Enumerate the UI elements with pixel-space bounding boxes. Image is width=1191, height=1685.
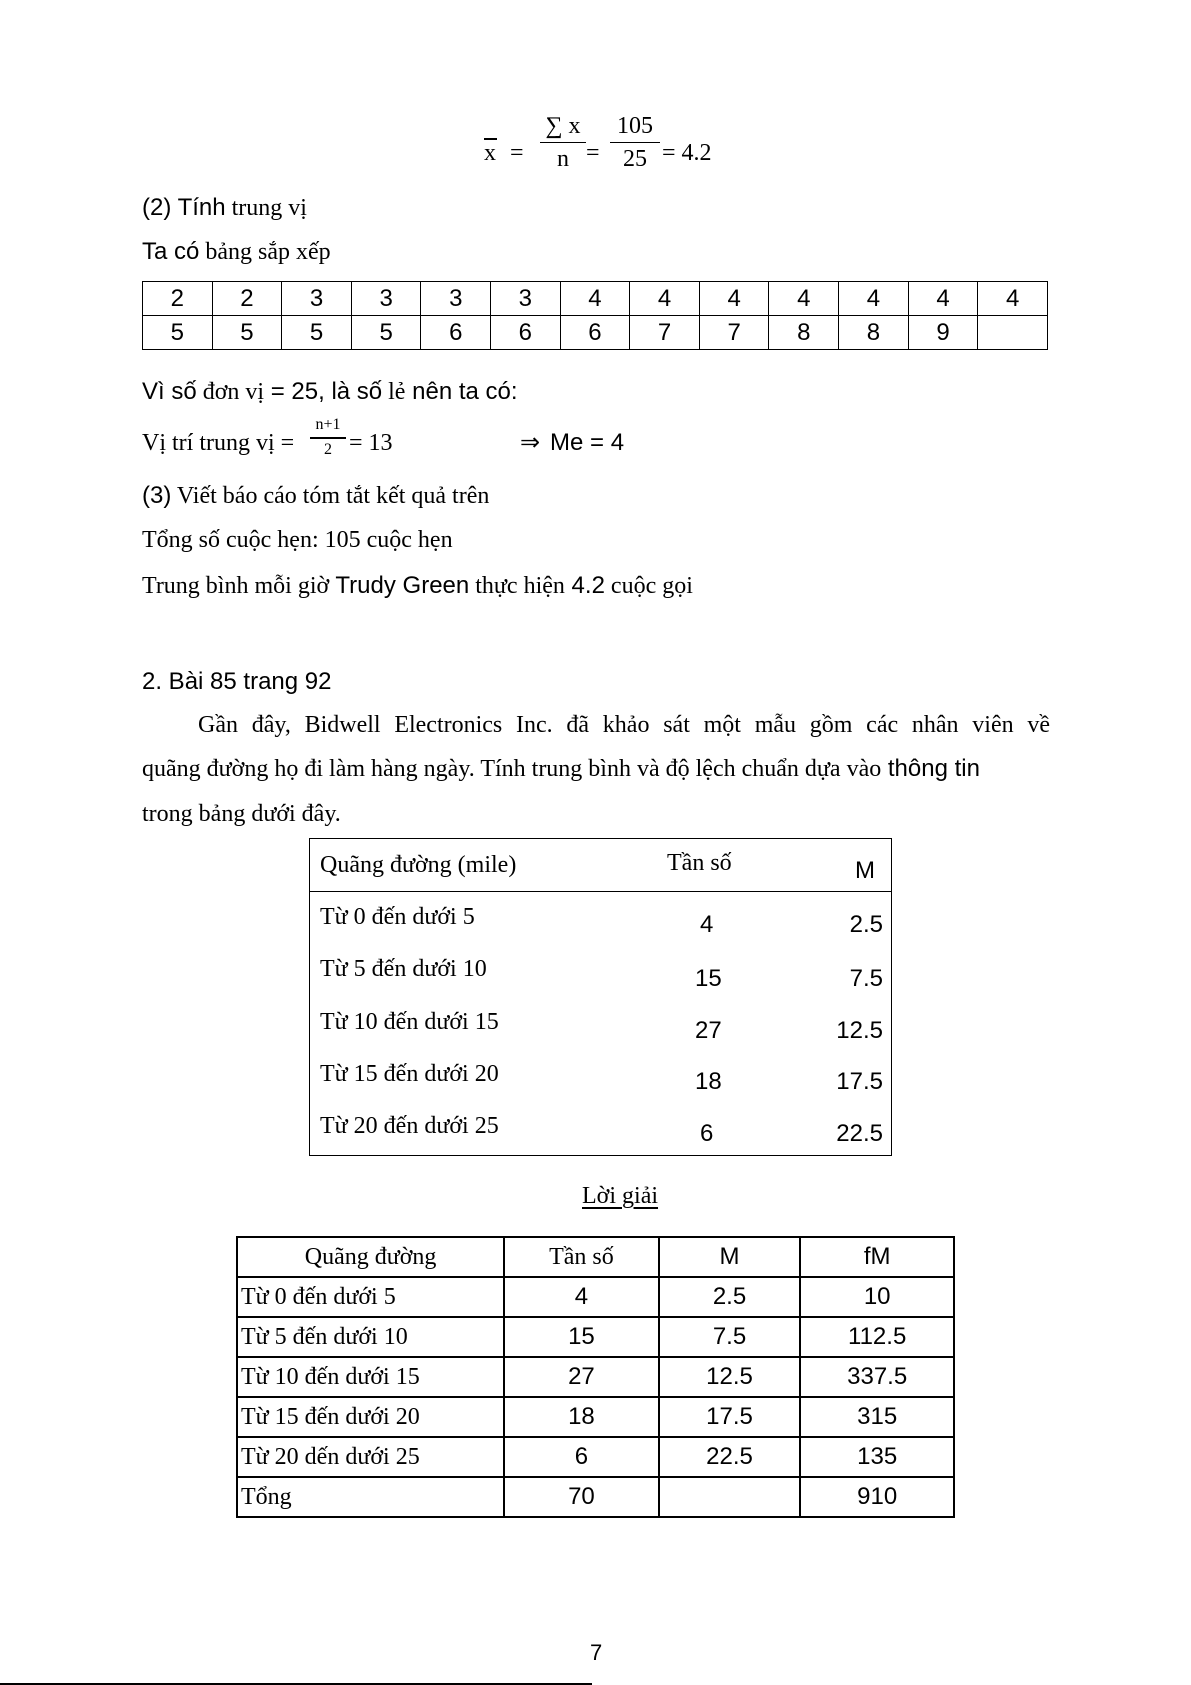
solution-heading: Lời giải	[582, 1183, 659, 1209]
section-2-title: (2) Tính trung vị	[142, 194, 307, 221]
table-row: 2 2 3 3 3 3 4 4 4 4 4 4 4	[143, 282, 1048, 316]
equals-sign: =	[586, 140, 600, 166]
section-3-title: (3) Viết báo cáo tóm tắt kết quả trên	[142, 482, 490, 509]
sum-over-n-fraction: ∑ x n	[540, 112, 586, 173]
table-row: Từ 20 dến dưới 25 6 22.5 135	[237, 1437, 954, 1477]
x-bar-symbol: x	[484, 140, 496, 166]
table-row: Từ 5 đến dưới 10 15 7.5 112.5	[237, 1317, 954, 1357]
median-position: Vị trí trung vị = n+1 2 = 13 ⇒ Me = 4	[142, 416, 625, 458]
table-row: Từ 10 đến dưới 15 27 12.5 337.5	[237, 1357, 954, 1397]
table-header: Quãng đường Tần số M fM	[237, 1237, 954, 1277]
problem-text-line-1: Gần đây, Bidwell Electronics Inc. đã khảo sát một mẫu gồm các nhân viên về	[198, 712, 1050, 738]
implies-arrow: ⇒	[520, 429, 541, 456]
median-reason: Vì số đơn vị = 25, là số lẻ nên ta có:	[142, 378, 518, 405]
solution-table	[236, 1236, 955, 1518]
given-distance-table: Quãng đường (mile) Tần số M Từ 0 đến dưới 5 4 2.5 Từ 5 đến dưới 10 15 7.5 Từ 10 đến dưới 15 27 12.5 Từ 15 đến dưới 20 18 17.5 Từ 20 đến dưới 25 6 22.5	[309, 838, 892, 1156]
value-fraction: 105 25	[610, 112, 660, 173]
page-number: 7	[590, 1640, 603, 1665]
problem-text-line-3: trong bảng dưới đây.	[142, 801, 341, 827]
sorted-values-table	[142, 281, 1048, 350]
position-fraction: n+1 2	[310, 416, 346, 459]
problem-text-line-2: quãng đường họ đi làm hàng ngày. Tính trung bình và độ lệch chuẩn dựa vào thông tin	[142, 755, 980, 782]
mean-result: = 4.2	[662, 140, 712, 166]
sorted-intro: Ta có bảng sắp xếp	[142, 238, 331, 265]
median-conclusion: Me = 4	[550, 429, 625, 456]
total-appointments: Tổng số cuộc hẹn: 105 cuộc hẹn	[142, 527, 453, 553]
mean-formula	[480, 112, 750, 184]
table-row: Từ 0 đến dưới 5 4 2.5 10	[237, 1277, 954, 1317]
average-summary: Trung bình mỗi giờ Trudy Green thực hiện 4.2 cuộc gọi	[142, 572, 693, 599]
equals-sign: =	[510, 140, 524, 166]
table-total-row: Tổng 70 910	[237, 1477, 954, 1517]
table-row: 5 5 5 5 6 6 6 7 7 8 8 9	[143, 316, 1048, 350]
table-header: Quãng đường (mile) Tần số M	[310, 839, 891, 892]
table-row: Từ 15 đến dưới 20 18 17.5 315	[237, 1397, 954, 1437]
problem-2-title: 2. Bài 85 trang 92	[142, 668, 332, 695]
